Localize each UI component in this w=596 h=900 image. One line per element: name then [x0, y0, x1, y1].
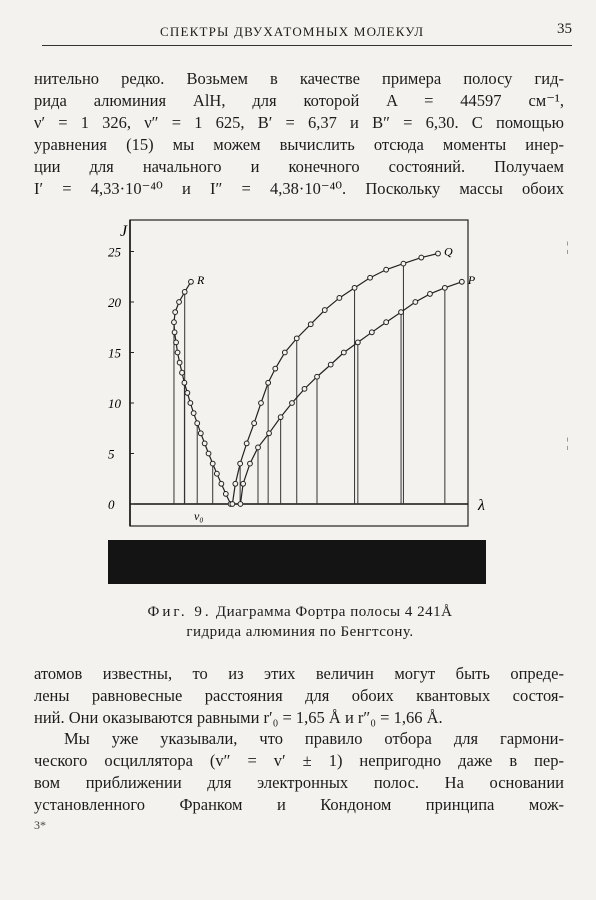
- data-point: [328, 362, 333, 367]
- data-point: [384, 320, 389, 325]
- margin-mark: ¦: [566, 240, 569, 255]
- data-point: [182, 290, 187, 295]
- data-point: [315, 374, 320, 379]
- data-point: [173, 310, 178, 315]
- data-point: [282, 350, 287, 355]
- data-point: [174, 340, 179, 345]
- text-line: ции для начального и конечного состояний. Получаем: [34, 157, 564, 176]
- signature-mark: 3*: [34, 818, 46, 832]
- data-point: [355, 340, 360, 345]
- y-tick-label: 15: [108, 345, 121, 361]
- data-point: [182, 380, 187, 385]
- caption-label: Фиг. 9.: [147, 604, 212, 620]
- data-point: [436, 251, 441, 256]
- data-point: [188, 401, 193, 406]
- data-point: [399, 310, 404, 315]
- data-point: [177, 360, 182, 365]
- data-point: [352, 285, 357, 290]
- text-line: уравнения (15) мы можем вычислить отсюда моменты инер-: [34, 135, 564, 154]
- data-point: [341, 350, 346, 355]
- text-line: атомов известны, то из этих величин могут быть опреде-: [34, 664, 564, 683]
- data-point: [302, 386, 307, 391]
- data-point: [244, 441, 249, 446]
- data-point: [267, 431, 272, 436]
- data-point: [223, 492, 228, 497]
- data-point: [177, 300, 182, 305]
- data-point: [308, 322, 313, 327]
- data-point: [368, 275, 373, 280]
- branch-curve-p: [240, 282, 461, 504]
- data-point: [273, 366, 278, 371]
- data-point: [191, 411, 196, 416]
- origin-label: ν₀: [194, 509, 204, 523]
- y-tick-label: 25: [108, 244, 121, 260]
- text-line: установленного Франком и Кондоном принципа мож-: [34, 795, 564, 814]
- branch-curve-q: [232, 254, 438, 504]
- data-point: [172, 330, 177, 335]
- data-point: [238, 461, 243, 466]
- y-tick-label: 5: [108, 446, 115, 462]
- y-axis-label: J: [120, 223, 128, 240]
- page-number: 35: [557, 21, 572, 37]
- data-point: [198, 431, 203, 436]
- data-point: [248, 461, 253, 466]
- header-rule: [42, 45, 572, 46]
- data-point: [189, 279, 194, 284]
- data-point: [214, 471, 219, 476]
- text-line: вом приближении для электронных полос. На основании: [34, 773, 564, 792]
- data-point: [219, 481, 224, 486]
- data-point: [369, 330, 374, 335]
- data-point: [230, 502, 235, 507]
- data-point: [185, 391, 190, 396]
- data-point: [384, 267, 389, 272]
- paragraph-top: [34, 68, 564, 200]
- branch-label-p: P: [467, 272, 476, 287]
- data-point: [206, 451, 211, 456]
- figure-caption-line2: гидрида алюминия по Бенгтсону.: [186, 624, 414, 640]
- figure-caption-line1: [100, 604, 500, 621]
- y-tick-label: 20: [108, 295, 121, 310]
- text-line: Мы уже указывали, что правило отбора для гармони-: [64, 729, 564, 748]
- text-line: нительно редко. Возьмем в качестве примера полосу гид-: [34, 69, 564, 88]
- data-point: [401, 261, 406, 266]
- data-point: [202, 441, 207, 446]
- caption-text: Диаграмма Фортра полосы 4 241Å: [215, 604, 453, 620]
- branch-label-q: Q: [444, 244, 453, 259]
- paragraph-bottom: [34, 728, 564, 816]
- data-point: [210, 461, 215, 466]
- y-tick-label: 0: [108, 497, 115, 512]
- margin-mark: ¦: [566, 436, 569, 451]
- data-point: [259, 401, 264, 406]
- data-point: [238, 502, 243, 507]
- branch-curve-r: [174, 282, 231, 504]
- data-point: [413, 300, 418, 305]
- data-point: [337, 296, 342, 301]
- text-line: лены равновесные расстояния для обоих квантовых состоя-: [34, 686, 564, 705]
- x-axis-label: λ: [478, 497, 485, 514]
- spectrum-photo-strip: [108, 540, 486, 584]
- data-point: [256, 445, 261, 450]
- text-line: ческого осциллятора (v″ = v′ ± 1) непригодно даже в пер-: [34, 751, 564, 770]
- fortrat-diagram-figure: [86, 214, 486, 594]
- data-point: [419, 255, 424, 260]
- data-point: [180, 370, 185, 375]
- data-point: [294, 336, 299, 341]
- running-title: СПЕКТРЫ ДВУХАТОМНЫХ МОЛЕКУЛ: [160, 24, 425, 39]
- data-point: [290, 401, 295, 406]
- data-point: [195, 421, 200, 426]
- text-line: I′ = 4,33·10⁻⁴⁰ и I″ = 4,38·10⁻⁴⁰. Поскольку массы обоих: [34, 179, 564, 198]
- text-line: ν′ = 1 326, ν″ = 1 625, B′ = 6,37 и B″ = 6,30. С помощью: [34, 113, 564, 132]
- data-point: [241, 481, 246, 486]
- data-point: [172, 320, 177, 325]
- data-point: [442, 285, 447, 290]
- branch-label-r: R: [196, 272, 205, 287]
- data-point: [428, 292, 433, 297]
- data-point: [322, 308, 327, 313]
- paragraph-middle: [34, 663, 564, 729]
- data-point: [252, 421, 257, 426]
- text-line: ний. Они оказываются равными r′₀ = 1,65 Å и r″₀ = 1,66 Å.: [34, 708, 443, 727]
- data-point: [459, 279, 464, 284]
- y-tick-label: 10: [108, 396, 121, 411]
- data-point: [175, 350, 180, 355]
- text-line: рида алюминия AlH, для которой A = 44597 см⁻¹,: [34, 91, 564, 110]
- fortrat-diagram: [86, 214, 486, 594]
- data-point: [233, 481, 238, 486]
- data-point: [266, 380, 271, 385]
- data-point: [278, 415, 283, 420]
